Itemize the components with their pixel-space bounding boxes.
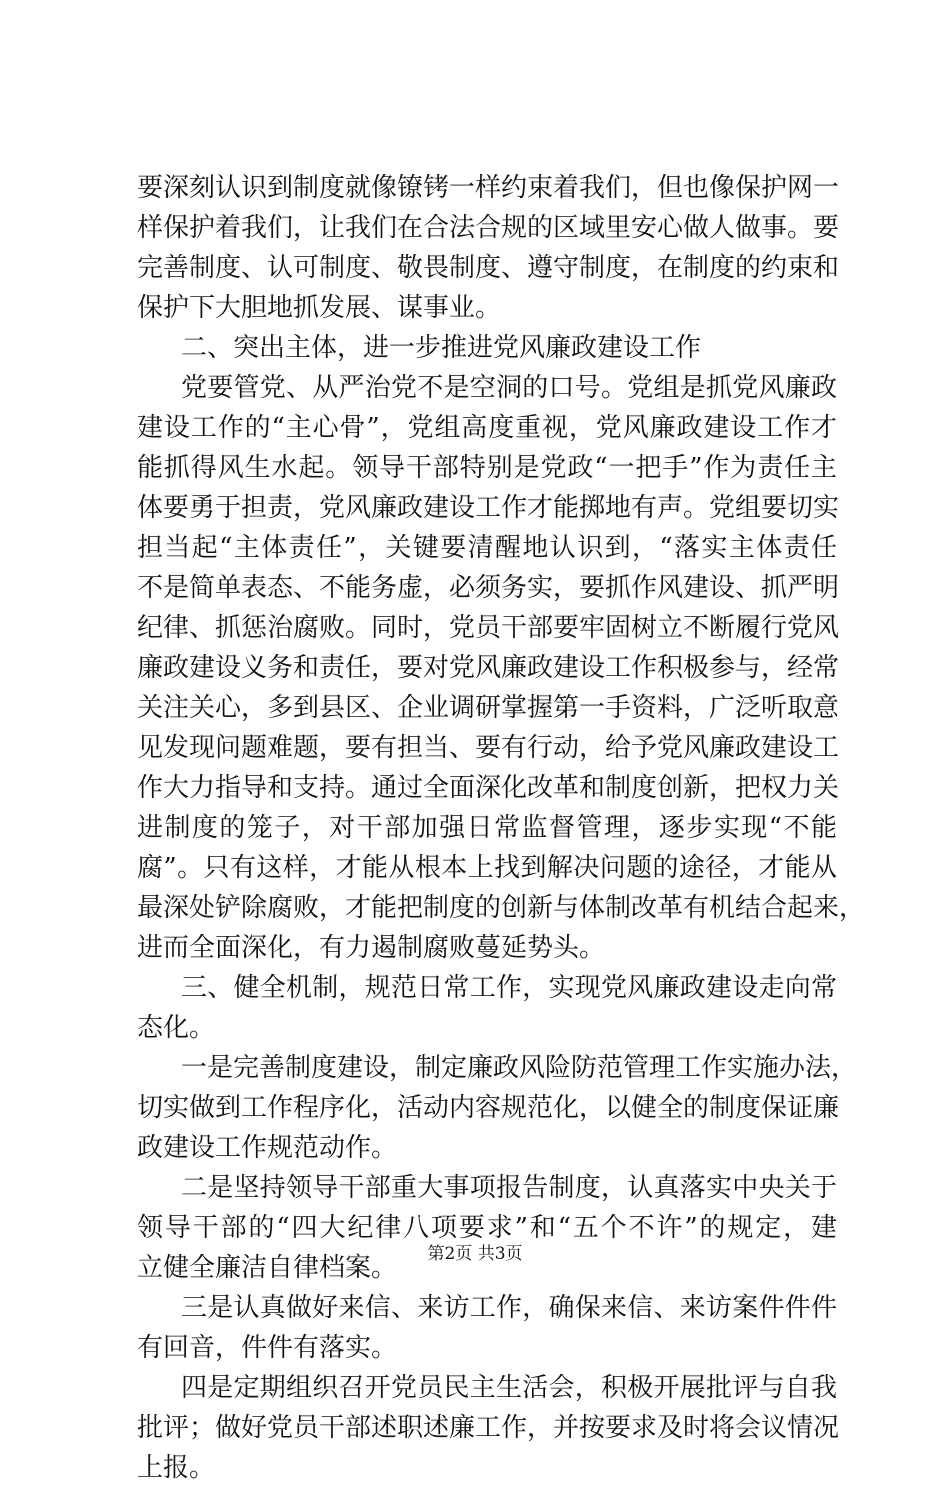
text-line: 不是简单表态、不能务虚，必须务实，要抓作风建设、抓严明 xyxy=(137,573,840,603)
text-line: 切实做到工作程序化，活动内容规范化，以健全的制度保证廉 xyxy=(137,1093,840,1123)
text-line: 建设工作的“主心骨”，党组高度重视，党风廉政建设工作才 xyxy=(137,413,837,443)
text-line: 体要勇于担责，党风廉政建设工作才能掷地有声。党组要切实 xyxy=(137,493,840,523)
text-line: 最深处铲除腐败，才能把制度的创新与体制改革有机结合起来， xyxy=(137,893,866,923)
page-number-footer: 第2页 共3页 xyxy=(427,1244,523,1264)
text-line: 纪律、抓惩治腐败。同时，党员干部要牢固树立不断履行党风 xyxy=(137,613,840,643)
text-line: 能抓得风生水起。领导干部特别是党政“一把手”作为责任主 xyxy=(137,453,837,483)
text-line: 样保护着我们，让我们在合法合规的区域里安心做人做事。要 xyxy=(137,213,840,243)
document-body xyxy=(137,168,866,1488)
text-line: 见发现问题难题，要有担当、要有行动，给予党风廉政建设工 xyxy=(137,733,840,763)
text-line: 党要管党、从严治党不是空洞的口号。党组是抓党风廉政 xyxy=(181,373,837,403)
text-line: 上报。 xyxy=(137,1453,216,1483)
text-line: 四是定期组织召开党员民主生活会，积极开展批评与自我 xyxy=(181,1373,837,1403)
text-line: 态化。 xyxy=(137,1013,216,1043)
text-line: 进而全面深化，有力遏制腐败蔓延势头。 xyxy=(137,933,606,963)
text-line: 作大力指导和支持。通过全面深化改革和制度创新，把权力关 xyxy=(137,773,840,803)
text-line: 有回音，件件有落实。 xyxy=(137,1333,398,1363)
text-line: 腐”。只有这样，才能从根本上找到解决问题的途径，才能从 xyxy=(137,853,837,883)
text-line: 立健全廉洁自律档案。 xyxy=(137,1253,398,1283)
text-line: 批评；做好党员干部述职述廉工作，并按要求及时将会议情况 xyxy=(137,1413,840,1443)
text-line: 担当起“主体责任”，关键要清醒地认识到，“落实主体责任 xyxy=(137,533,837,563)
text-line: 完善制度、认可制度、敬畏制度、遵守制度，在制度的约束和 xyxy=(137,253,840,283)
text-line: 保护下大胆地抓发展、谋事业。 xyxy=(137,293,502,323)
text-line: 进制度的笼子，对干部加强日常监督管理，逐步实现“不能 xyxy=(137,813,837,843)
text-line: 一是完善制度建设，制定廉政风险防范管理工作实施办法， xyxy=(181,1053,858,1083)
text-line: 关注关心，多到县区、企业调研掌握第一手资料，广泛听取意 xyxy=(137,693,840,723)
text-line: 要深刻认识到制度就像镣铐一样约束着我们，但也像保护网一 xyxy=(137,173,840,203)
text-line: 廉政建设义务和责任，要对党风廉政建设工作积极参与，经常 xyxy=(137,653,840,683)
text-line: 二是坚持领导干部重大事项报告制度，认真落实中央关于 xyxy=(181,1173,837,1203)
section-heading-3: 三、健全机制，规范日常工作，实现党风廉政建设走向常 xyxy=(181,973,837,1003)
section-heading-2: 二、突出主体，进一步推进党风廉政建设工作 xyxy=(181,333,702,363)
text-line: 三是认真做好来信、来访工作，确保来信、来访案件件件 xyxy=(181,1293,837,1323)
text-line: 领导干部的“四大纪律八项要求”和“五个不许”的规定，建 xyxy=(137,1213,837,1243)
text-line: 政建设工作规范动作。 xyxy=(137,1133,398,1163)
